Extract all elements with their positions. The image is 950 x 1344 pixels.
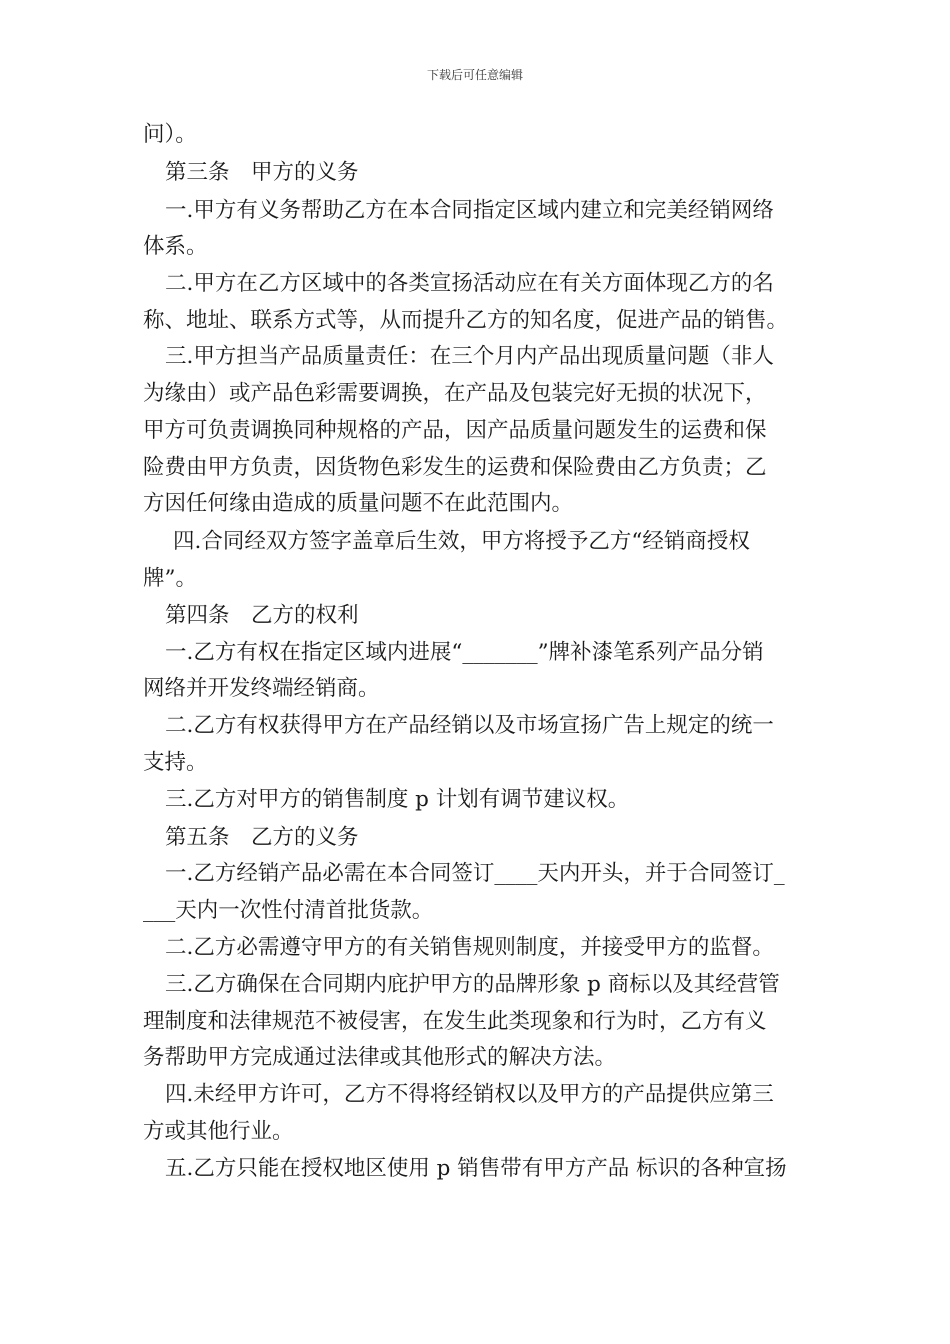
text-line: 二.乙方有权获得甲方在产品经销以及市场宣扬广告上规定的统一 [165,713,774,738]
text-line: 称、地址、联系方式等，从而提升乙方的知名度，促进产品的销售。 [143,308,789,333]
text-line: 理制度和法律规范不被侵害，在发生此类现象和行为时，乙方有义 [143,1009,767,1034]
section-heading: 第三条 甲方的义务 [165,160,359,185]
text-line: 体系。 [143,234,208,259]
text-line: 二.乙方必需遵守甲方的有关销售规则制度，并接受甲方的监督。 [165,935,774,960]
text-line: 务帮助甲方完成通过法律或其他形式的解决方法。 [143,1045,617,1070]
text-line: 二.甲方在乙方区域中的各类宣扬活动应在有关方面体现乙方的名 [165,271,774,296]
text-line: 四.合同经双方签字盖章后生效，甲方将授予乙方“经销商授权 [173,529,750,554]
text-line: 一.甲方有义务帮助乙方在本合同指定区域内建立和完美经销网络 [165,198,774,223]
text-line: 四.未经甲方许可，乙方不得将经销权以及甲方的产品提供应第三 [165,1082,774,1107]
section-heading: 第五条 乙方的义务 [165,825,359,850]
text-line: 牌”。 [143,566,197,591]
text-line: 险费由甲方负责，因货物色彩发生的运费和保险费由乙方负责；乙 [143,455,767,480]
text-line: 为缘由）或产品色彩需要调换，在产品及包装完好无损的状况下， [143,381,767,406]
text-line: 一.乙方有权在指定区域内进展“_______”牌补漆笔系列产品分销 [165,640,764,665]
text-line: 三.甲方担当产品质量责任：在三个月内产品出现质量问题（非人 [165,344,774,369]
text-line: 甲方可负责调换同种规格的产品，因产品质量问题发生的运费和保 [143,418,767,443]
text-line: 网络并开发终端经销商。 [143,676,380,701]
text-line: 方因任何缘由造成的质量问题不在此范围内。 [143,491,574,516]
text-line: ___天内一次性付清首批货款。 [143,898,434,923]
text-line: 五.乙方只能在授权地区使用 p 销售带有甲方产品 标识的各种宣扬 [165,1156,787,1181]
text-line: 支持。 [143,750,208,775]
text-line: 一.乙方经销产品必需在本合同签订____天内开头，并于合同签订_ [165,861,785,886]
text-line: 三.乙方对甲方的销售制度 p 计划有调节建议权。 [165,787,630,812]
section-heading: 第四条 乙方的权利 [165,603,359,628]
text-line: 方或其他行业。 [143,1119,294,1144]
text-line: 问）。 [143,122,197,147]
text-line: 三.乙方确保在合同期内庇护甲方的品牌形象 p 商标以及其经营管 [165,972,780,997]
page-header: 下载后可任意编辑 [426,68,523,82]
